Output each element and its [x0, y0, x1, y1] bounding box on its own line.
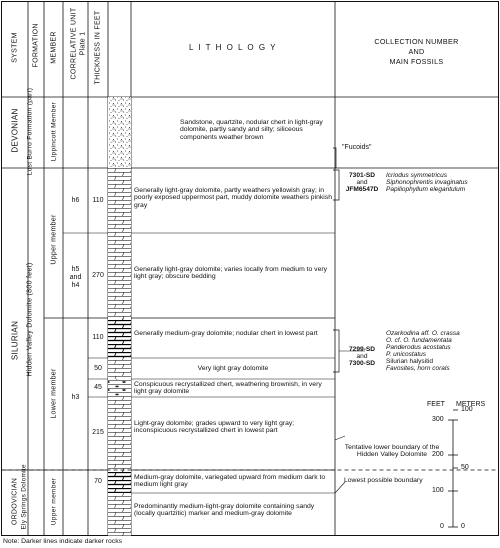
system-ordovician: ORDOVICIAN: [11, 477, 19, 526]
thickness-h6: 110: [92, 197, 104, 204]
scale-feet-tick-200: 200: [432, 451, 444, 458]
collection-b-bracket: [333, 330, 339, 372]
description-unit8: Predominantly medium-light-gray dolomite containing sandy (locally quartzitic) marker and medium-gray dolomite: [134, 503, 315, 518]
thickness-unit6: 215: [92, 429, 104, 436]
unit-h5-h4: h5 and h4: [69, 266, 82, 290]
header-lithology: L I T H O L O G Y: [188, 43, 278, 52]
fucoids-bracket: [333, 148, 336, 168]
header-collection-line2: AND: [408, 46, 425, 56]
scale-meter-tick-0: 0: [461, 523, 465, 530]
unit-h6: h6: [71, 197, 80, 204]
collection-b-fossil-1: Ozarkodina aff. O. crassa: [386, 330, 460, 337]
thickness-unit5: 45: [94, 384, 102, 391]
collection-b-numbers: [341, 346, 383, 367]
scale-feet-tick-300: 300: [432, 416, 444, 423]
formation-ely-springs: Ely Springs Dolomite: [20, 464, 28, 530]
description-h6: Generally light-gray dolomite, partly weathers yellowish gray; in poorly exposed uppermost part, muddy dolomite weathers pinkish gray: [134, 187, 332, 209]
header-collection-line3: MAIN FOSSILS: [389, 56, 444, 66]
description-unit5: Conspicuous recrystallized chert, weathering brownish, in very light gray dolomite: [134, 381, 322, 396]
system-devonian: DEVONIAN: [10, 108, 20, 153]
collection-a-number-1: 7301-SD: [348, 172, 376, 179]
collection-b-fossil-5: Silurian halysitid: [386, 358, 433, 366]
header-formation: FORMATION: [32, 23, 40, 68]
member-lower: Lower member: [50, 368, 58, 419]
member-lippincott: Lippincott Member: [50, 101, 58, 162]
collection-b-number-3: 7300-SD: [348, 360, 376, 368]
thickness-unit7: 70: [94, 478, 102, 485]
header-thickness: THICKNESS IN FEET: [94, 10, 102, 85]
fucoids-label: "Fucoids": [342, 144, 372, 151]
footnote: Note: Darker lines indicate darker rocks: [3, 538, 122, 545]
tentative-boundary-leader: [335, 436, 345, 440]
header-member: MEMBER: [50, 31, 58, 64]
member-upper: Upper member: [50, 214, 58, 265]
collection-a-number-2: and: [356, 179, 368, 187]
scale-feet-tick-100: 100: [432, 487, 444, 494]
description-h5-h4: Generally light-gray dolomite; varies locally from medium to very light gray; obscure bedding: [134, 266, 328, 281]
thickness-unit4: 50: [94, 365, 102, 372]
lowest-boundary-note: Lowest possible boundary: [344, 477, 423, 484]
thickness-unit3: 110: [92, 334, 104, 341]
collection-a-fossil-1: Icriodus symmetricus: [386, 172, 448, 179]
collection-a-bracket: [333, 170, 339, 200]
scale-bar: [448, 410, 458, 527]
collection-a-fossil-3: Papiliophyllum elegantulum: [386, 186, 466, 194]
description-unit6: Light-gray dolomite; grades upward to very light gray; inconspicuous recrystallized chert in lowest part: [134, 420, 295, 435]
member-ely-upper: Upper member: [50, 477, 58, 526]
collection-b-fossils: [386, 330, 496, 372]
scale-feet-tick-0: 0: [440, 523, 444, 530]
scale-feet-label: FEET: [427, 401, 445, 408]
description-lost-burro: Sandstone, quartzite, nodular chert in light-gray dolomite, partly sandy and silty; siliceous components weather brown: [180, 119, 323, 141]
header-plate: Plate 1: [79, 31, 87, 56]
collection-a-number-3: JFM6547D: [345, 186, 379, 194]
collection-b-fossil-6: Favosites, horn corals: [386, 365, 450, 373]
scale-meter-tick-50: 50: [461, 464, 469, 471]
header-collection: [335, 38, 498, 65]
collection-b-fossil-3: Panderodus acostatus: [386, 344, 451, 352]
collection-a-fossils: [386, 172, 496, 193]
header-collection-line1: COLLECTION NUMBER: [374, 37, 459, 46]
collection-b-fossil-2: O. cf. O. fundamentata: [386, 337, 452, 345]
description-unit3: Generally medium-gray dolomite; nodular chert in lowest part: [134, 330, 318, 337]
thickness-h5-h4: 270: [92, 272, 104, 279]
collection-a-numbers: [341, 172, 383, 193]
collection-b-fossil-4: P. unicostatus: [386, 351, 426, 359]
formation-hidden-valley: Hidden Valley Dolomite (800 feet): [26, 262, 34, 377]
tentative-boundary-note: Tentative lower boundary of the Hidden Valley Dolomite: [344, 444, 440, 459]
description-unit7: Medium-gray dolomite, variegated upward from medium dark to medium light gray: [134, 474, 326, 489]
scale-meters-label: METERS: [456, 401, 486, 408]
system-silurian: SILURIAN: [10, 320, 20, 361]
collection-b-number-2: and: [356, 353, 368, 361]
formation-lost-burro: Lost Burro Formation (part): [26, 87, 34, 176]
description-unit4: Very light gray dolomite: [197, 365, 269, 372]
header-correlative-unit: CORRELATIVE UNIT: [70, 7, 78, 80]
scale-meter-tick-100: 100: [461, 406, 473, 413]
unit-h3: h3: [71, 394, 80, 401]
collection-a-fossil-2: Siphonophrentis invaginatus: [386, 179, 468, 187]
collection-b-number-1: 7299-SD: [348, 346, 376, 353]
header-system: SYSTEM: [11, 32, 19, 63]
